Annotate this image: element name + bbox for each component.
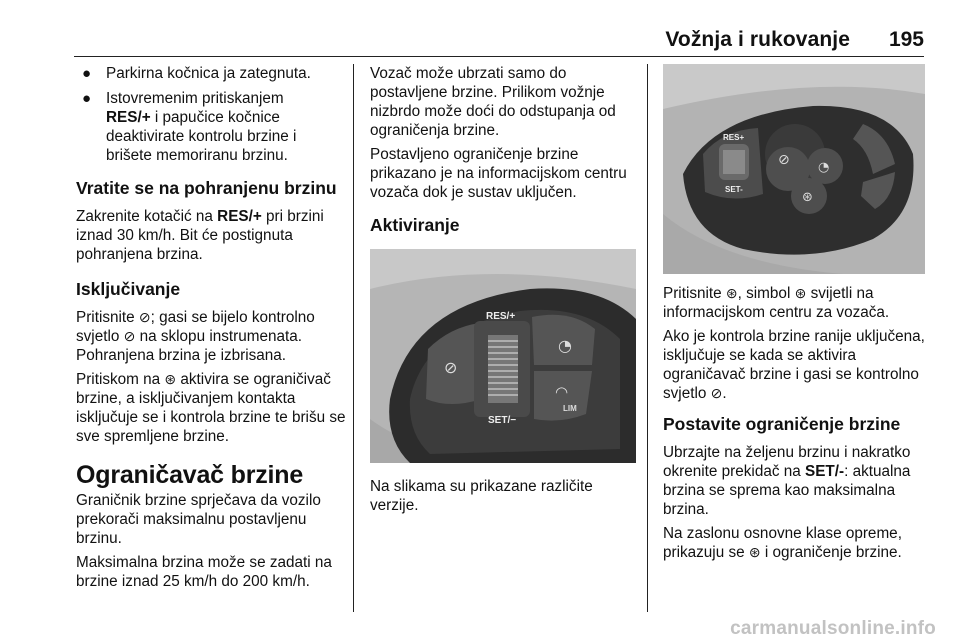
bold-term: RES/+ [217, 208, 262, 225]
column-divider-2 [647, 64, 648, 612]
paragraph: Maksimalna brzina može se zadati na brzine iznad 25 km/h do 200 km/h. [76, 554, 332, 590]
list-item [76, 89, 346, 165]
res-plus-label: RES+ [723, 133, 745, 142]
heading-activation: Aktiviranje [370, 215, 460, 235]
bullet-text: Parkirna kočnica ja zategnuta. [106, 65, 311, 82]
set-minus-label: SET/− [488, 415, 517, 426]
heading-speed-limiter: Ograničavač brzine [76, 461, 304, 489]
bullet-text: i papučice kočnice deaktivirate kontrolu brzine i brišete memoriranu brzinu. [106, 109, 297, 164]
bullet-icon: ● [82, 90, 92, 107]
bullet-text: Istovremenim pritiskanjem [106, 90, 284, 107]
figure-caption: Na slikama su prikazane različite verzije. [370, 478, 593, 514]
list-item [76, 64, 346, 83]
heading-switch-off: Isključivanje [76, 279, 181, 299]
res-plus-label: RES/+ [486, 311, 516, 322]
paragraph: Na zaslonu osnovne klase opreme, prikazuju se ⊛ i ograničenje brzine. [663, 525, 902, 561]
heading-restore-speed: Vratite se na pohranjenu brzinu [76, 178, 337, 198]
cruise-off-icon: ⊘ [138, 309, 151, 325]
paragraph: Pritisnite ⊘; gasi se bijelo kontrolno svjetlo ⊘ na sklopu instrumenata. Pohranjena brzina je izbrisana. [76, 309, 315, 364]
svg-text:◔: ◔ [558, 336, 572, 355]
bold-term: RES/+ [106, 109, 151, 126]
bold-term: SET/- [805, 463, 845, 480]
paragraph: Zakrenite kotačić na RES/+ pri brzini iznad 30 km/h. Bit će postignuta pohranjena brzina. [76, 208, 324, 263]
paragraph: Pritisnite ⊛, simbol ⊛ svijetli na informacijskom centru za vozača. [663, 285, 890, 321]
paragraph: Ako je kontrola brzine ranije uključena, isključuje se kada se aktivira ograničavač brzine i gasi se kontrolno svjetlo ⊘. [663, 328, 925, 402]
cruise-off-icon: ⊘ [710, 385, 723, 401]
page-header-title: Vožnja i rukovanje [665, 28, 850, 51]
paragraph: Pritiskom na ⊛ aktivira se ograničivač brzine, a isključivanjem kontakta isključuje se i kontrola brzine te brišu se sve spremljene brzine. [76, 371, 346, 445]
speed-limiter-icon: ⊛ [748, 544, 761, 560]
column-1 [76, 64, 346, 596]
column-2 [370, 64, 635, 520]
paragraph: Ubrzajte na željenu brzinu i nakratko okrenite prekidač na SET/-: aktualna brzina se sprema kao maksimalna brzina. [663, 444, 911, 518]
speed-limiter-icon: ⊛ [794, 285, 807, 301]
svg-text:◠: ◠ [555, 383, 569, 401]
paragraph: Vozač može ubrzati samo do postavljene brzine. Prilikom vožnje nizbrdo može doći do odstupanja od ograničenja brzine. [370, 65, 616, 139]
page-number: 195 [888, 28, 924, 51]
cruise-off-icon: ⊘ [123, 328, 136, 344]
svg-text:⊘: ⊘ [778, 152, 790, 168]
paragraph: Graničnik brzine sprječava da vozilo prekorači maksimalnu postavljenu brzinu. [76, 492, 321, 547]
svg-text:⊛: ⊛ [802, 190, 813, 205]
bullet-icon: ● [82, 65, 92, 82]
column-3 [663, 64, 928, 567]
heading-set-speed-limit: Postavite ograničenje brzine [663, 414, 901, 434]
watermark: carmanualsonline.info [730, 618, 936, 639]
svg-text:⊘: ⊘ [444, 358, 458, 377]
speed-limiter-icon: ⊛ [725, 285, 738, 301]
column-divider-1 [353, 64, 354, 612]
header-divider [74, 56, 924, 57]
speed-limiter-icon: ⊛ [164, 371, 177, 387]
steering-wheel-controls-photo-1 [370, 249, 636, 463]
lim-label: LIM [563, 404, 577, 413]
set-minus-label: SET- [725, 185, 743, 194]
steering-wheel-controls-photo-2 [663, 64, 925, 274]
bullet-list [76, 64, 346, 165]
svg-text:◔: ◔ [818, 160, 830, 175]
paragraph: Postavljeno ograničenje brzine prikazano je na informacijskom centru vozača dok je sustav uključen. [370, 146, 627, 201]
